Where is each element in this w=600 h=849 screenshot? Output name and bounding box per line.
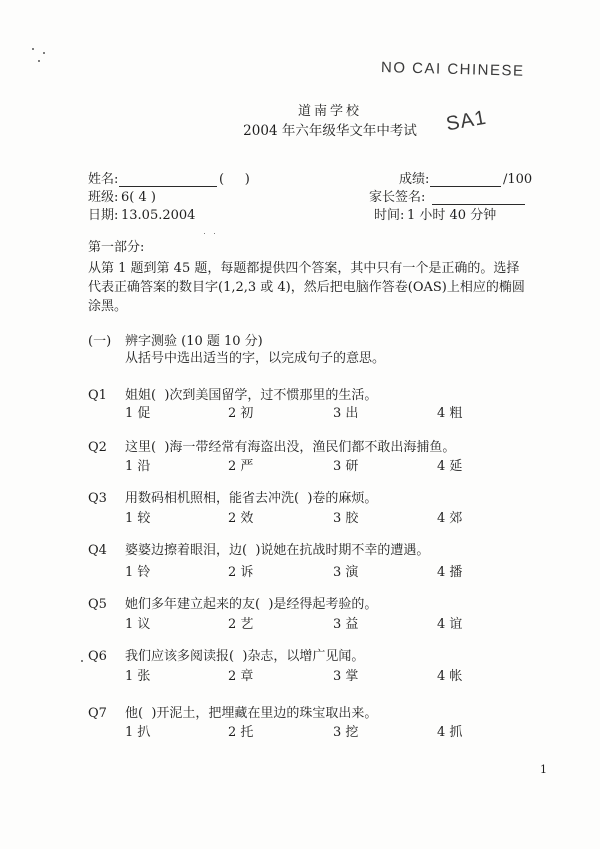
option-3: 3 掌 xyxy=(333,669,359,684)
name-label: 姓名: xyxy=(88,172,119,187)
option-4: 4 播 xyxy=(437,565,463,580)
question-number: Q7 xyxy=(88,706,107,721)
option-2: 2 章 xyxy=(228,669,254,684)
option-2: 2 效 xyxy=(228,511,254,526)
option-3: 3 胶 xyxy=(333,511,359,526)
question-text: 用数码相机照相，能省去冲洗( )卷的麻烦。 xyxy=(125,491,378,506)
option-1: 1 议 xyxy=(125,617,151,632)
question xyxy=(0,597,600,613)
question-number: Q2 xyxy=(88,440,107,455)
scan-speck xyxy=(204,233,205,234)
option-4: 4 粗 xyxy=(437,406,463,421)
handwritten-note: NO CAI CHINESE xyxy=(380,59,525,80)
date-label: 日期: xyxy=(88,208,119,223)
instructions-line: 从第 1 题到第 45 题，每题都提供四个答案，其中只有一个是正确的。选择 xyxy=(88,261,520,276)
option-3: 3 出 xyxy=(333,406,359,421)
time-value: 1 小时 40 分钟 xyxy=(407,208,497,223)
question-text: 这里( )海一带经常有海盗出没，渔民们都不敢出海捕鱼。 xyxy=(125,440,456,455)
score-label: 成绩: xyxy=(399,172,430,187)
scan-speck xyxy=(32,48,34,50)
option-4: 4 谊 xyxy=(437,617,463,632)
question-number: Q3 xyxy=(88,491,107,506)
question xyxy=(0,543,600,559)
exam-title: 2004 年六年级华文年中考试 xyxy=(243,123,417,139)
scan-speck xyxy=(214,233,215,234)
option-3: 3 演 xyxy=(333,565,359,580)
option-1: 1 扒 xyxy=(125,725,151,740)
question xyxy=(0,388,600,404)
option-row xyxy=(0,406,600,422)
option-2: 2 初 xyxy=(228,406,254,421)
option-4: 4 郊 xyxy=(437,511,463,526)
option-1: 1 促 xyxy=(125,406,151,421)
class-value: 6( 4 ) xyxy=(121,190,156,205)
option-2: 2 艺 xyxy=(228,617,254,632)
option-2: 2 诉 xyxy=(228,565,254,580)
question-text: 姐姐( )次到美国留学，过不惯那里的生活。 xyxy=(125,388,378,403)
part-title: 第一部分: xyxy=(88,240,145,255)
scan-speck xyxy=(38,60,40,62)
question-number: Q4 xyxy=(88,543,107,558)
option-4: 4 帐 xyxy=(437,669,463,684)
option-row xyxy=(0,669,600,685)
date-value: 13.05.2004 xyxy=(121,208,196,223)
section-number: (一) xyxy=(88,334,112,349)
parent-signature-blank xyxy=(432,204,525,205)
question-number: Q6 xyxy=(88,649,107,664)
option-1: 1 铃 xyxy=(125,565,151,580)
instructions-line: 代表正确答案的数目字(1,2,3 或 4)，然后把电脑作答卷(OAS)上相应的椭圆 xyxy=(88,280,525,295)
score-blank xyxy=(430,186,501,187)
question-number: Q1 xyxy=(88,388,107,403)
section-title: 辨字测验 (10 题 10 分) xyxy=(125,334,263,349)
school-name: 道南学校 xyxy=(297,104,362,119)
question-number: Q5 xyxy=(88,597,107,612)
option-3: 3 挖 xyxy=(333,725,359,740)
option-row xyxy=(0,565,600,581)
class-label: 班级: xyxy=(88,190,119,205)
question-text: 她们多年建立起来的友( )是经得起考验的。 xyxy=(125,597,378,612)
option-row xyxy=(0,725,600,741)
question xyxy=(0,491,600,507)
handwritten-code: SA1 xyxy=(444,106,489,136)
option-4: 4 抓 xyxy=(437,725,463,740)
page-number: 1 xyxy=(540,763,547,776)
instructions-line: 涂黑。 xyxy=(88,299,128,314)
score-total: /100 xyxy=(503,172,533,187)
option-2: 2 托 xyxy=(228,725,254,740)
name-blank xyxy=(119,186,217,187)
option-3: 3 益 xyxy=(333,617,359,632)
question xyxy=(0,649,600,665)
option-1: 1 较 xyxy=(125,511,151,526)
name-index-parens: ( ) xyxy=(219,172,250,187)
option-row xyxy=(0,617,600,633)
question-text: 他( )开泥土，把埋藏在里边的珠宝取出来。 xyxy=(125,706,378,721)
option-4: 4 延 xyxy=(437,459,463,474)
option-2: 2 严 xyxy=(228,459,254,474)
option-row xyxy=(0,511,600,527)
option-1: 1 张 xyxy=(125,669,151,684)
question-text: 婆婆边擦着眼泪，边( )说她在抗战时期不幸的遭遇。 xyxy=(125,543,430,558)
question xyxy=(0,440,600,456)
option-row xyxy=(0,459,600,475)
section-instruction: 从括号中选出适当的字，以完成句子的意思。 xyxy=(125,351,386,366)
question-text: 我们应该多阅读报( )杂志，以增广见闻。 xyxy=(125,649,365,664)
scan-speck xyxy=(43,52,45,54)
option-3: 3 研 xyxy=(333,459,359,474)
question xyxy=(0,706,600,722)
time-label: 时间: xyxy=(374,208,405,223)
parent-signature-label: 家长签名: xyxy=(369,190,426,205)
option-1: 1 沿 xyxy=(125,459,151,474)
